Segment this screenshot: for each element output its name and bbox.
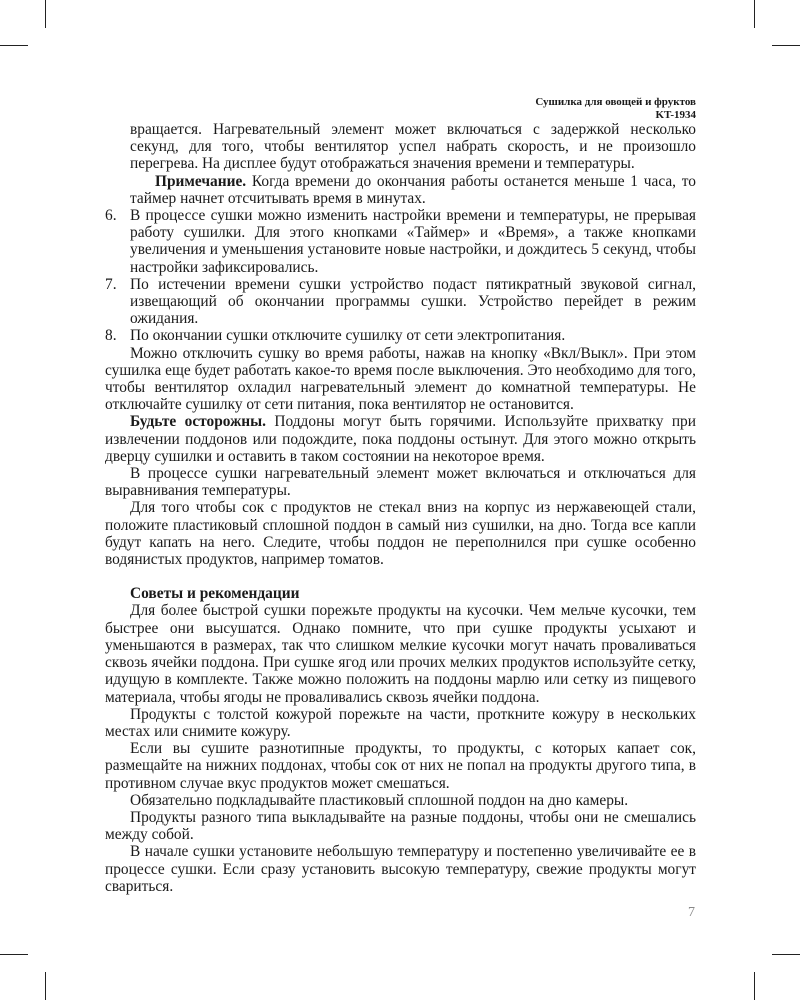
note-text: Когда времени до окончания работы останется меньше 1 часа, то таймер начнет отсчитывать время в минутах. (130, 172, 696, 207)
page-content (105, 121, 696, 895)
list-number: 7. (105, 275, 117, 293)
page-number: 7 (688, 905, 695, 920)
crop-mark-top-right-horizontal (772, 45, 800, 46)
list-item-6 (105, 207, 696, 276)
list-number: 6. (105, 207, 117, 225)
running-header-model: KT-1934 (655, 109, 696, 121)
note-paragraph (105, 173, 696, 207)
crop-mark-bottom-left-horizontal (0, 954, 28, 955)
crop-mark-top-left-horizontal (0, 45, 28, 46)
tips-paragraph-1: Для более быстрой сушки порежьте продукты на кусочки. Чем мельче кусочки, тем быстрее они высушатся. Однако помните, что при сушке продукты усыхают и уменьшаются в размерах, так что слишком мелкие кусочки могут начать проваливаться сквозь ячейки поддона. При сушке ягод или прочих мелких продуктов используйте сетку, идущую в комплекте. Также можно положить на поддоны марлю или сетку из пищевого материала, чтобы ягоды не проваливались сквозь ячейки поддона. (105, 602, 696, 706)
caution-label: Будьте осторожны. (130, 413, 266, 431)
heating-paragraph: В процессе сушки нагревательный элемент может включаться и отключаться для выравнивания температуры. (105, 465, 696, 500)
crop-mark-bottom-right-vertical (754, 972, 755, 1000)
crop-mark-bottom-left-vertical (45, 972, 46, 1000)
caution-text: Поддоны могут быть горячими. Используйте прихватку при извлечении поддонов или подождите, пока поддоны остынут. Для этого можно открыть дверцу сушилки и оставить в таком состоянии на некоторое время. (105, 413, 696, 465)
tips-paragraph-4: Обязательно подкладывайте пластиковый сплошной поддон на дно камеры. (130, 791, 629, 809)
juice-paragraph: Для того чтобы сок с продуктов не стекал вниз на корпус из нержавеющей стали, положите пластиковый сплошной поддон в самый низ сушилки, на дно. Тогда все капли будут капать на него. Следите, чтобы поддон не переполнился при сушке особенно водянистых продуктов, например томатов. (105, 499, 696, 569)
tips-paragraph-2: Продукты с толстой кожурой порежьте на части, проткните кожуру в нескольких местах или снимите кожуру. (105, 705, 696, 740)
list-item-text: По истечении времени сушки устройство подаст пятикратный звуковой сигнал, извещающий об окончании программы сушки. Устройство перейдет в режим ожидания. (130, 275, 696, 328)
list-item-text: В процессе сушки можно изменить настройки времени и температуры, не прерывая работу сушилки. Для этого кнопками «Таймер» и «Время», а также кнопками увеличения и уменьшения установите новые настройки, и дождитесь 5 секунд, чтобы настройки зафиксировались. (130, 207, 696, 276)
list-item-7 (105, 276, 696, 328)
tips-paragraph-6: В начале сушки установите небольшую температуру и постепенно увеличивайте ее в процессе сушки. Если сразу установить высокую температуру, свежие продукты могут свариться. (105, 843, 696, 895)
caution-paragraph (105, 413, 696, 465)
crop-mark-top-left-vertical (45, 0, 46, 28)
crop-mark-bottom-right-horizontal (772, 954, 800, 955)
continued-paragraph: вращается. Нагревательный элемент может включаться с задержкой несколько секунд, для того, чтобы вентилятор успел набрать скорость, и не произошло перегрева. На дисплее будут отображаться значения времени и температуры. (130, 121, 696, 173)
list-item-8 (105, 327, 696, 344)
tips-heading: Советы и рекомендации (130, 585, 300, 603)
crop-mark-top-right-vertical (754, 0, 755, 28)
note-label: Примечание. (155, 172, 247, 190)
running-header-title: Сушилка для овощей и фруктов (535, 96, 696, 108)
tips-paragraph-5: Продукты разного типа выкладывайте на разные поддоны, чтобы они не смешались между собой. (105, 808, 696, 844)
power-off-paragraph: Можно отключить сушку во время работы, нажав на кнопку «Вкл/Выкл». При этом сушилка еще будет работать какое-то время после выключения. Это необходимо для того, чтобы вентилятор охладил нагревательный элемент до комнатной температуры. Не отключайте сушилку от сети питания, пока вентилятор не остановится. (105, 344, 696, 414)
list-number: 8. (105, 327, 117, 345)
tips-paragraph-3: Если вы сушите разнотипные продукты, то продукты, с которых капает сок, размещайте на нижних поддонах, чтобы сок от них не попал на продукты другого типа, в противном случае вкус продуктов может смешаться. (105, 740, 696, 792)
list-item-text: По окончании сушки отключите сушилку от сети электропитания. (130, 327, 566, 345)
